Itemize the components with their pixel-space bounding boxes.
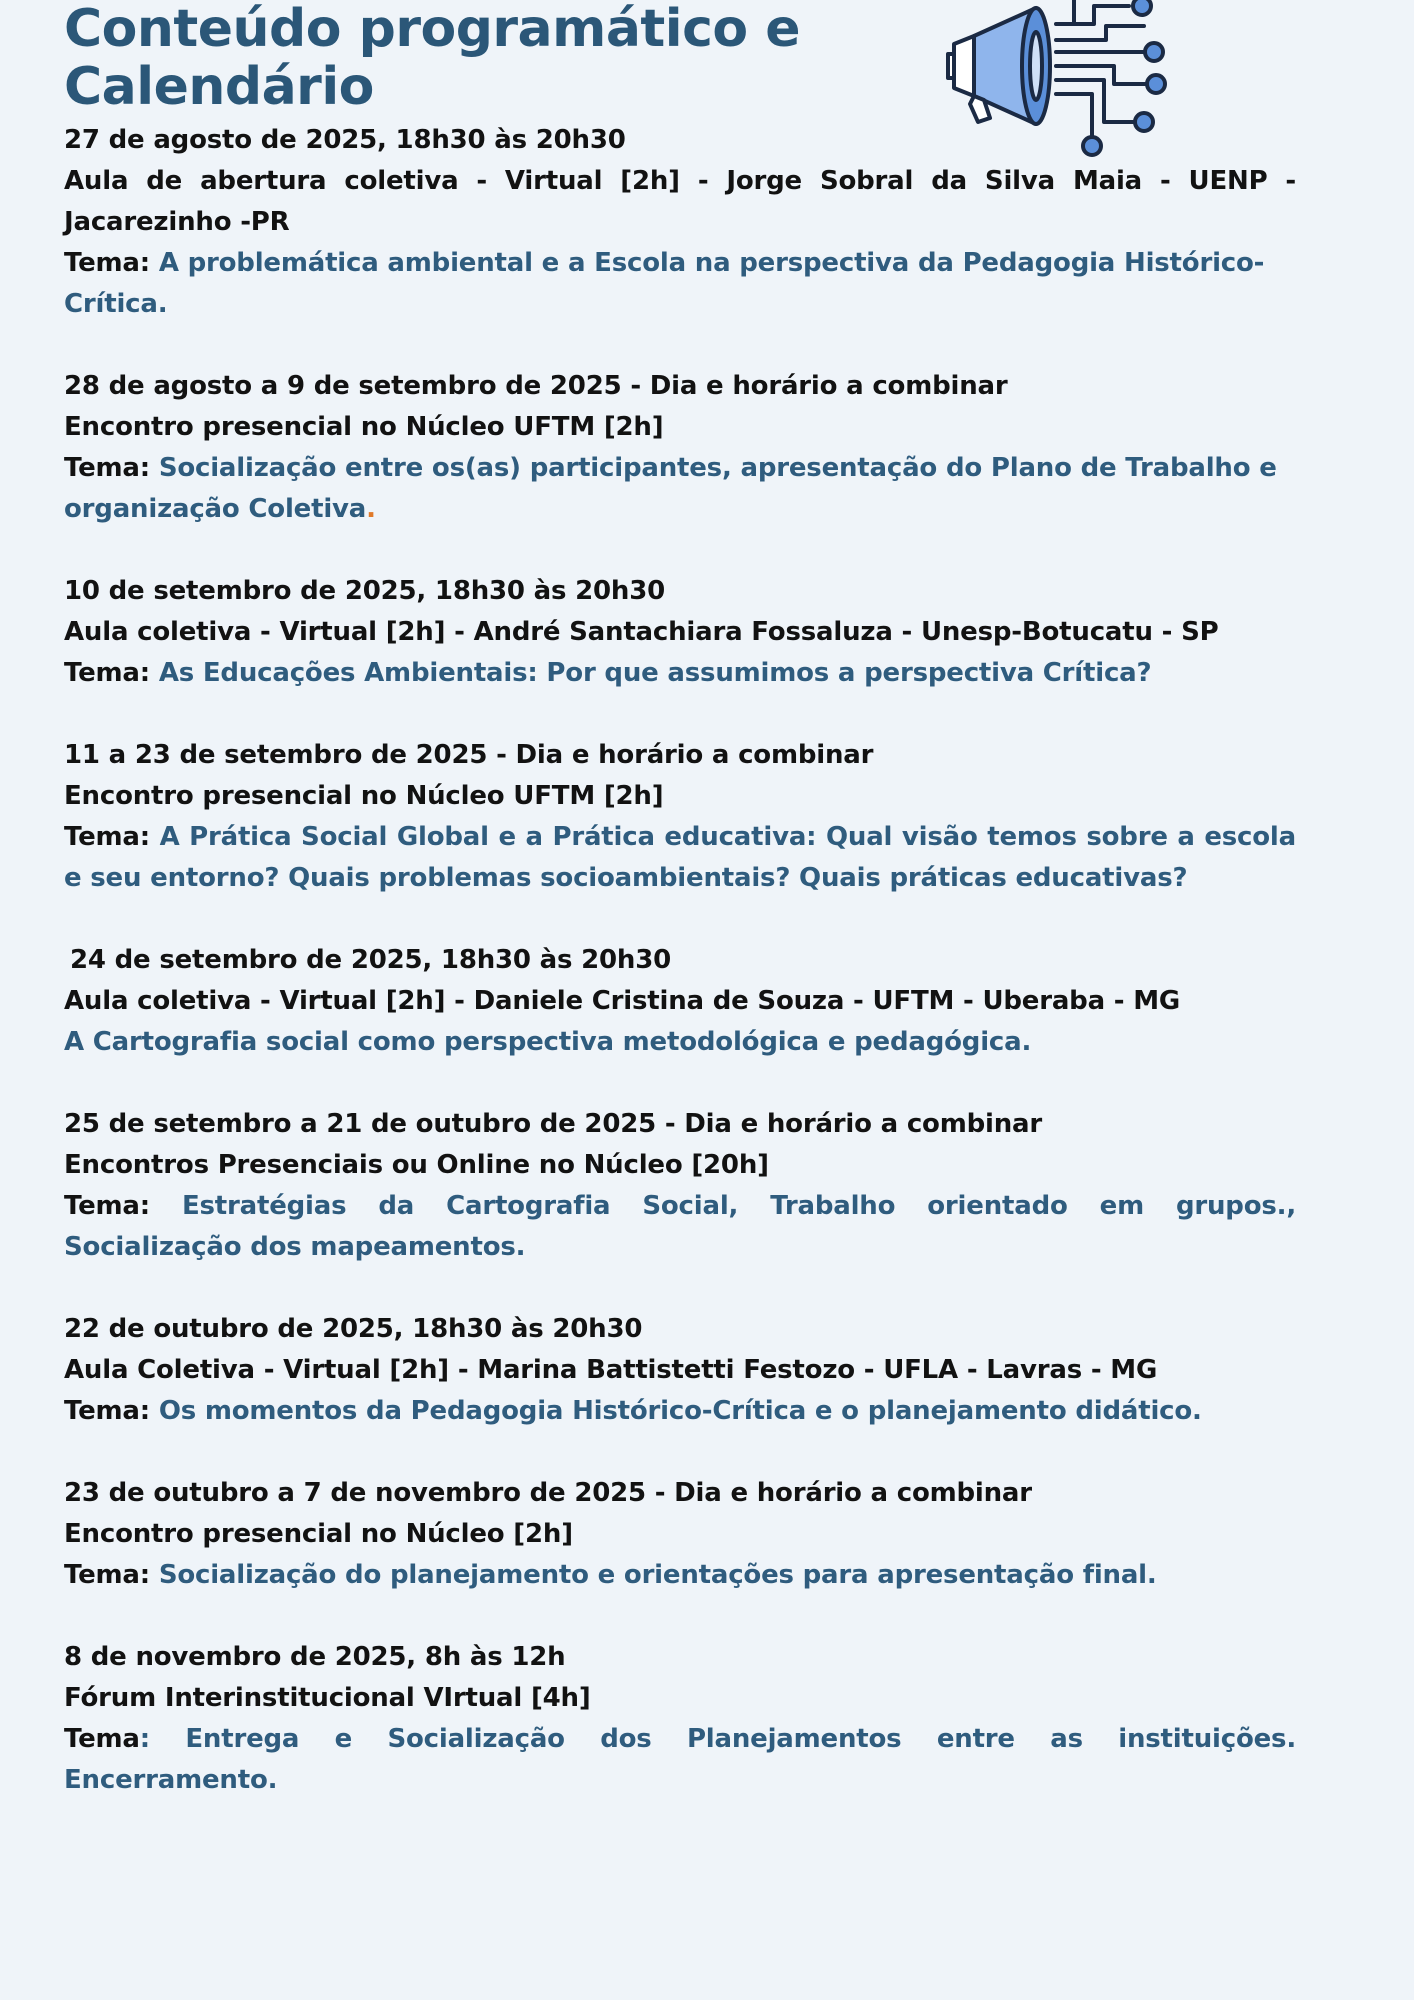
schedule-list	[64, 120, 1296, 1801]
theme-text: Estratégias da Cartografia Social, Trabalho orientado em grupos., Socialização dos mapeamentos.	[64, 1191, 1296, 1262]
theme-label: Tema:	[64, 822, 150, 852]
theme-text: As Educações Ambientais: Por que assumimos a perspectiva Crítica?	[158, 658, 1152, 688]
schedule-item	[64, 1104, 1296, 1268]
event-theme	[64, 1391, 1296, 1432]
event-description: Fórum Interinstitucional VIrtual [4h]	[64, 1683, 591, 1713]
event-description: Encontro presencial no Núcleo UFTM [2h]	[64, 412, 664, 442]
page-title-line-1: Conteúdo programático e	[64, 0, 801, 59]
event-description: Aula Coletiva - Virtual [2h] - Marina Battistetti Festozo - UFLA - Lavras - MG	[64, 1355, 1158, 1385]
event-date: 28 de agosto a 9 de setembro de 2025 - Dia e horário a combinar	[64, 371, 1008, 401]
theme-text: Os momentos da Pedagogia Histórico-Crítica e o planejamento didático.	[158, 1396, 1202, 1426]
event-theme	[64, 1022, 1296, 1063]
theme-text: Socialização entre os(as) participantes, apresentação do Plano de Trabalho e organização Coletiva	[64, 453, 1277, 524]
document-page	[64, 0, 1296, 1842]
theme-text: A Cartografia social como perspectiva metodológica e pedagógica.	[64, 1027, 1032, 1057]
theme-label: Tema:	[64, 248, 150, 278]
theme-text: Socialização do planejamento e orientações para apresentação final.	[158, 1560, 1157, 1590]
event-date: 27 de agosto de 2025, 18h30 às 20h30	[64, 125, 626, 155]
schedule-item	[64, 940, 1296, 1063]
event-theme	[64, 243, 1296, 325]
event-date: 10 de setembro de 2025, 18h30 às 20h30	[64, 576, 666, 606]
event-description: Encontros Presenciais ou Online no Núcleo [20h]	[64, 1150, 769, 1180]
event-theme	[64, 1555, 1296, 1596]
event-date: 23 de outubro a 7 de novembro de 2025 - Dia e horário a combinar	[64, 1478, 1032, 1508]
event-date: 8 de novembro de 2025, 8h às 12h	[64, 1642, 566, 1672]
event-date: 11 a 23 de setembro de 2025 - Dia e horário a combinar	[64, 740, 874, 770]
theme-label: Tema:	[64, 1191, 150, 1221]
theme-text: A problemática ambiental e a Escola na perspectiva da Pedagogia Histórico-Crítica.	[64, 248, 1265, 319]
event-date: 22 de outubro de 2025, 18h30 às 20h30	[64, 1314, 643, 1344]
event-theme	[64, 653, 1296, 694]
theme-label: Tema	[64, 1724, 140, 1754]
theme-text: : Entrega e Socialização dos Planejamentos entre as instituições. Encerramento.	[64, 1724, 1296, 1795]
event-theme	[64, 448, 1296, 530]
event-description: Aula de abertura coletiva - Virtual [2h] - Jorge Sobral da Silva Maia - UENP - Jacarezinho -PR	[64, 166, 1296, 237]
event-description: Aula coletiva - Virtual [2h] - André Santachiara Fossaluza - Unesp-Botucatu - SP	[64, 617, 1219, 647]
schedule-item	[64, 1309, 1296, 1432]
event-date: 25 de setembro a 21 de outubro de 2025 - Dia e horário a combinar	[64, 1109, 1043, 1139]
event-theme	[64, 1186, 1296, 1268]
schedule-item	[64, 1637, 1296, 1801]
schedule-item	[64, 571, 1296, 694]
schedule-item	[64, 735, 1296, 899]
event-theme	[64, 1719, 1296, 1801]
page-title	[64, 0, 964, 116]
schedule-item	[64, 1473, 1296, 1596]
event-description: Encontro presencial no Núcleo [2h]	[64, 1519, 573, 1549]
theme-text: A Prática Social Global e a Prática educativa: Qual visão temos sobre a escola e seu entorno? Quais problemas socioambientais? Quais práticas educativas?	[64, 822, 1296, 893]
event-description: Aula coletiva - Virtual [2h] - Daniele Cristina de Souza - UFTM - Uberaba - MG	[64, 986, 1181, 1016]
schedule-item	[64, 366, 1296, 530]
theme-end-dot: .	[366, 494, 376, 524]
theme-label: Tema:	[64, 1396, 150, 1426]
event-description: Encontro presencial no Núcleo UFTM [2h]	[64, 781, 664, 811]
page-title-line-2: Calendário	[64, 57, 374, 117]
theme-label: Tema:	[64, 1560, 150, 1590]
theme-label: Tema:	[64, 453, 150, 483]
event-theme	[64, 817, 1296, 899]
event-date: 24 de setembro de 2025, 18h30 às 20h30	[70, 945, 672, 975]
megaphone-circuit-icon	[944, 0, 1174, 162]
theme-label: Tema:	[64, 658, 150, 688]
